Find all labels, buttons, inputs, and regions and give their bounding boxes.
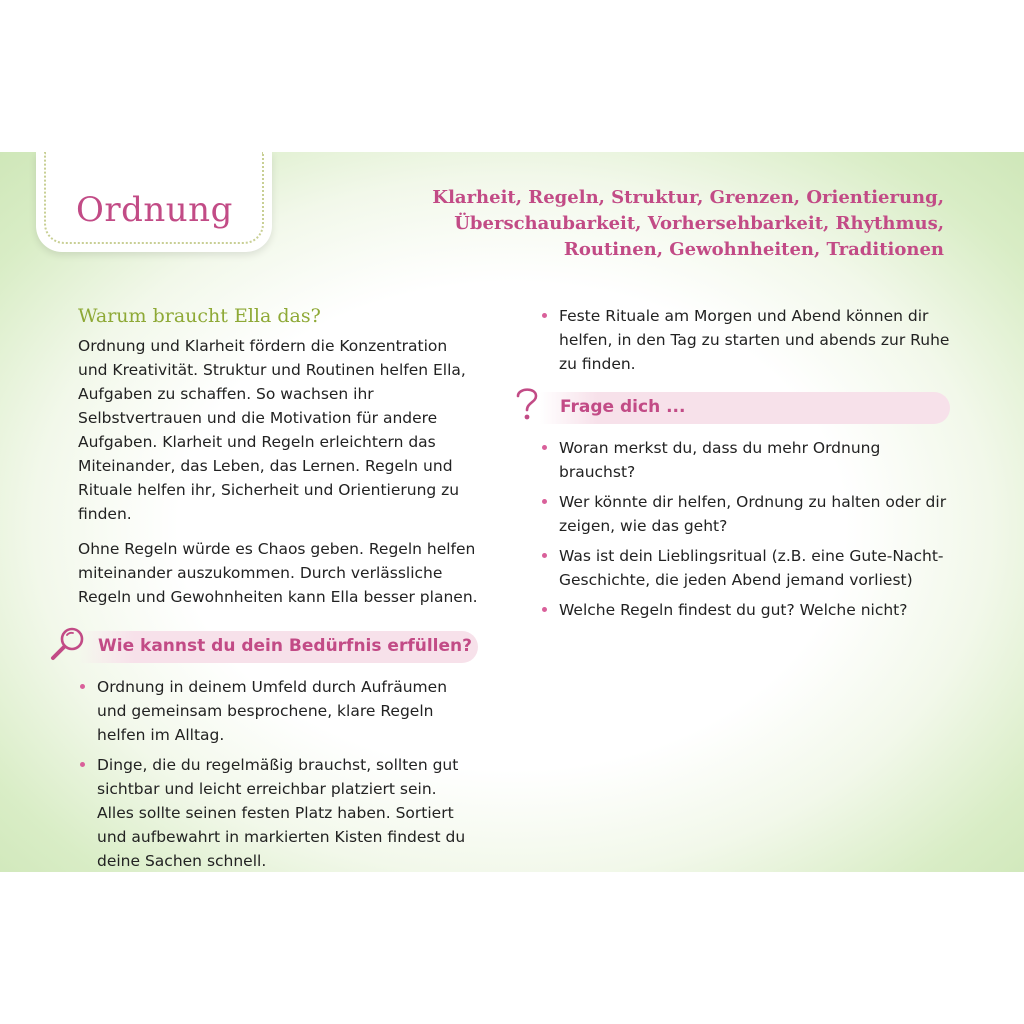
why-heading: Warum braucht Ella das? bbox=[78, 305, 321, 327]
list-item: Dinge, die du regelmäßig brauchst, sollten gut sichtbar und leicht erreichbar platziert sein. Alles sollte seinen festen Platz haben. Sortiert und aufbewahrt in markierten Kisten findest du deine Sachen schnell. bbox=[78, 753, 478, 872]
keywords-line: Überschaubarkeit, Vorhersehbarkeit, Rhythmus, bbox=[454, 213, 944, 234]
list-item: Was ist dein Lieblingsritual (z.B. eine Gute-Nacht-Geschichte, die jeden Abend jemand vorliest) bbox=[540, 544, 950, 592]
question-mark-icon bbox=[510, 384, 544, 424]
magnifier-icon bbox=[48, 623, 88, 663]
list-item: Woran merkst du, dass du mehr Ordnung brauchst? bbox=[540, 436, 950, 484]
list-item: Welche Regeln findest du gut? Welche nicht? bbox=[540, 598, 950, 622]
keywords-block bbox=[404, 185, 944, 263]
keywords-line: Klarheit, Regeln, Struktur, Grenzen, Orientierung, bbox=[432, 187, 944, 208]
page-title: Ordnung bbox=[76, 190, 233, 230]
fulfill-banner-label: Wie kannst du dein Bedürfnis erfüllen? bbox=[98, 636, 472, 656]
fulfill-banner bbox=[78, 631, 478, 663]
ask-yourself-banner-label: Frage dich ... bbox=[560, 397, 686, 417]
right-column bbox=[540, 304, 950, 628]
info-card bbox=[0, 152, 1024, 872]
keywords-line: Routinen, Gewohnheiten, Traditionen bbox=[563, 239, 944, 260]
list-item: Ordnung in deinem Umfeld durch Aufräumen und gemeinsam besprochene, klare Regeln helfen im Alltag. bbox=[78, 675, 478, 747]
list-item: Wer könnte dir helfen, Ordnung zu halten oder dir zeigen, wie das geht? bbox=[540, 490, 950, 538]
why-paragraph-1: Ordnung und Klarheit fördern die Konzentration und Kreativität. Struktur und Routinen helfen Ella, Aufgaben zu schaffen. So wachsen ihr Selbstvertrauen und die Motivation für andere Aufgaben. Klarheit und Regeln erleichtern das Miteinander, das Leben, das Lernen. Regeln und Rituale helfen ihr, Sicherheit und Orientierung zu finden. bbox=[78, 337, 466, 523]
fulfill-list bbox=[78, 675, 478, 872]
list-item: Feste Rituale am Morgen und Abend können dir helfen, in den Tag zu starten und abends zur Ruhe zu finden. bbox=[540, 304, 950, 376]
ask-yourself-banner bbox=[540, 392, 950, 424]
left-column bbox=[78, 302, 478, 872]
questions-list bbox=[540, 436, 950, 622]
rituals-list bbox=[540, 304, 950, 376]
why-paragraph-2: Ohne Regeln würde es Chaos geben. Regeln helfen miteinander auszukommen. Durch verlässliche Regeln und Gewohnheiten kann Ella besser planen. bbox=[78, 540, 478, 606]
